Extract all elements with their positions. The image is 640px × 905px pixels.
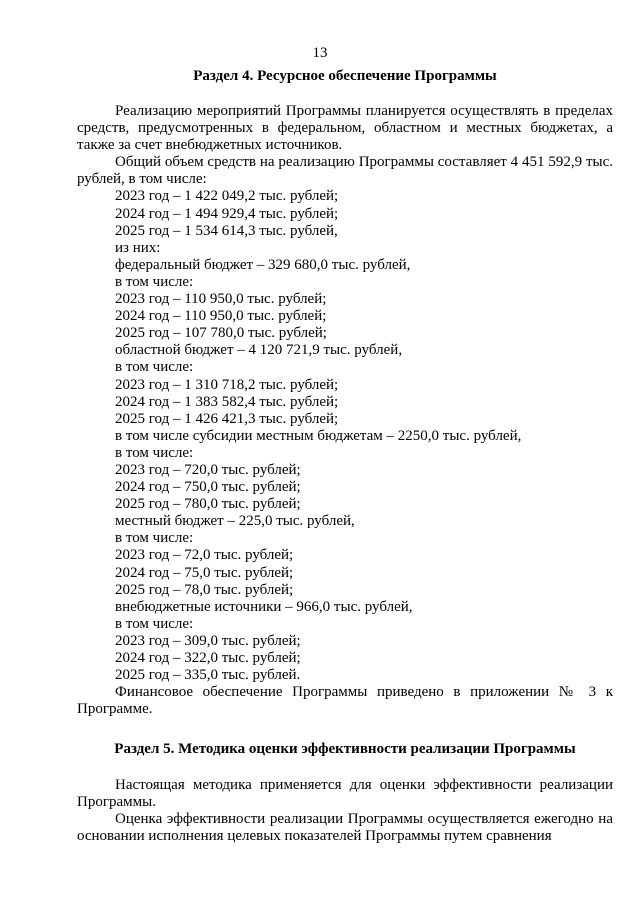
funding-line: 2023 год – 110 950,0 тыс. рублей; <box>115 291 327 308</box>
funding-line: 2025 год – 1 426 421,3 тыс. рублей; <box>115 410 339 427</box>
funding-line: 2025 год – 1 534 614,3 тыс. рублей, <box>115 222 338 239</box>
section-5-paragraph-1: Настоящая методика применяется для оценки эффективности реализации Программы. <box>77 777 613 811</box>
funding-line: 2025 год – 78,0 тыс. рублей; <box>115 581 294 598</box>
funding-line: из них: <box>115 239 161 256</box>
section-5-title: Раздел 5. Методика оценки эффективности реализации Программы <box>114 741 576 757</box>
funding-line: 2024 год – 110 950,0 тыс. рублей; <box>115 308 327 325</box>
section-4-title: Раздел 4. Ресурсное обеспечение Программы <box>193 68 497 84</box>
section-5-body <box>77 777 613 845</box>
page-number: 13 <box>312 45 328 61</box>
funding-line: в том числе субсидии местным бюджетам – 2250,0 тыс. рублей, <box>115 427 522 444</box>
funding-line: в том числе: <box>115 273 194 290</box>
section-4-body <box>77 103 613 718</box>
funding-line: 2023 год – 309,0 тыс. рублей; <box>115 632 301 649</box>
funding-line: местный бюджет – 225,0 тыс. рублей, <box>115 513 355 530</box>
funding-line: 2023 год – 72,0 тыс. рублей; <box>115 547 294 564</box>
funding-line: 2024 год – 1 494 929,4 тыс. рублей; <box>115 205 339 222</box>
funding-line: в том числе: <box>115 359 194 376</box>
funding-line: 2024 год – 322,0 тыс. рублей; <box>115 650 301 666</box>
funding-line: 2025 год – 780,0 тыс. рублей; <box>115 496 301 513</box>
funding-line: в том числе: <box>115 615 194 632</box>
section-4-intro: Реализацию мероприятий Программы планируется осуществлять в пределах средств, предусмотренных в федеральном, областном и местных бюджетах, а также за счет внебюджетных источников. <box>77 103 613 154</box>
funding-line: 2024 год – 1 383 582,4 тыс. рублей; <box>115 393 339 410</box>
funding-line: 2023 год – 720,0 тыс. рублей; <box>115 461 301 478</box>
funding-line: 2023 год – 1 422 049,2 тыс. рублей; <box>115 188 339 205</box>
funding-line: 2025 год – 107 780,0 тыс. рублей; <box>115 325 327 342</box>
section-4-closing: Финансовое обеспечение Программы приведено в приложении № 3 к Программе. <box>77 684 613 718</box>
section-5-paragraph-2: Оценка эффективности реализации Программы осуществляется ежегодно на основании исполнения целевых показателей Программы путем сравнения <box>77 811 613 845</box>
funding-line: 2024 год – 75,0 тыс. рублей; <box>115 564 294 581</box>
funding-line: 2024 год – 750,0 тыс. рублей; <box>115 479 301 496</box>
section-4-total: Общий объем средств на реализацию Программы составляет 4 451 592,9 тыс. рублей, в том числе: <box>77 154 613 188</box>
funding-line: федеральный бюджет – 329 680,0 тыс. рублей, <box>115 256 411 273</box>
funding-line: 2025 год – 335,0 тыс. рублей. <box>115 667 301 684</box>
funding-line: областной бюджет – 4 120 721,9 тыс. рублей, <box>115 342 403 359</box>
funding-breakdown-list <box>77 188 613 684</box>
funding-line: 2023 год – 1 310 718,2 тыс. рублей; <box>115 376 339 393</box>
funding-line: в том числе: <box>115 444 194 461</box>
funding-line: внебюджетные источники – 966,0 тыс. рублей, <box>115 598 413 615</box>
funding-line: в том числе: <box>115 530 194 547</box>
